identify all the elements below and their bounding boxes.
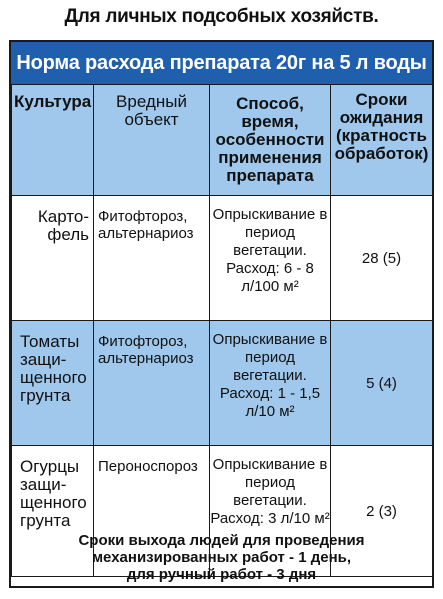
- table-row: [12, 321, 433, 446]
- dosage-banner: Норма расхода препарата 20г на 5 л воды: [11, 42, 432, 84]
- note-line: для ручный работ - 3 дня: [126, 565, 317, 583]
- row-crop: Огурцы защи-щенного грунта: [12, 446, 94, 577]
- note-line: Сроки выхода людей для проведения: [78, 531, 365, 549]
- row-pest: Фитофтороз, альтернариоз: [94, 196, 210, 321]
- row-crop: Карто-фель: [12, 196, 94, 321]
- row-pest: Пероноспороз: [94, 446, 210, 577]
- row-pest: Фитофтороз, альтернариоз: [94, 321, 210, 446]
- row-method: Опрыскивание в период вегетации. Расход: 6 - 8 л/100 м²: [210, 196, 331, 321]
- table-header-row: [12, 85, 433, 196]
- row-crop: Томаты защи-щенного грунта: [12, 321, 94, 446]
- note-line: механизированных работ - 1 день,: [91, 548, 352, 566]
- row-method: Опрыскивание в период вегетации. Расход: 1 - 1,5 л/10 м²: [210, 321, 331, 446]
- row-wait: 2 (3): [331, 446, 433, 577]
- application-table: [11, 84, 433, 577]
- row-wait: 28 (5): [331, 196, 433, 321]
- header-method: Способ, время, особенности применения препарата: [210, 85, 331, 196]
- row-wait: 5 (4): [331, 321, 433, 446]
- row-method: Опрыскивание в период вегетации. Расход: 3 л/10 м²: [210, 446, 331, 577]
- header-pest: Вредный объект: [94, 85, 210, 196]
- header-crop: Культура: [12, 85, 94, 196]
- dosage-table-frame: [9, 40, 434, 588]
- worker-reentry-note: [11, 528, 432, 586]
- page-title: Для личных подсобных хозяйств.: [64, 6, 379, 27]
- table-row: [12, 196, 433, 321]
- header-wait: Сроки ожидания (кратность обработок): [331, 85, 433, 196]
